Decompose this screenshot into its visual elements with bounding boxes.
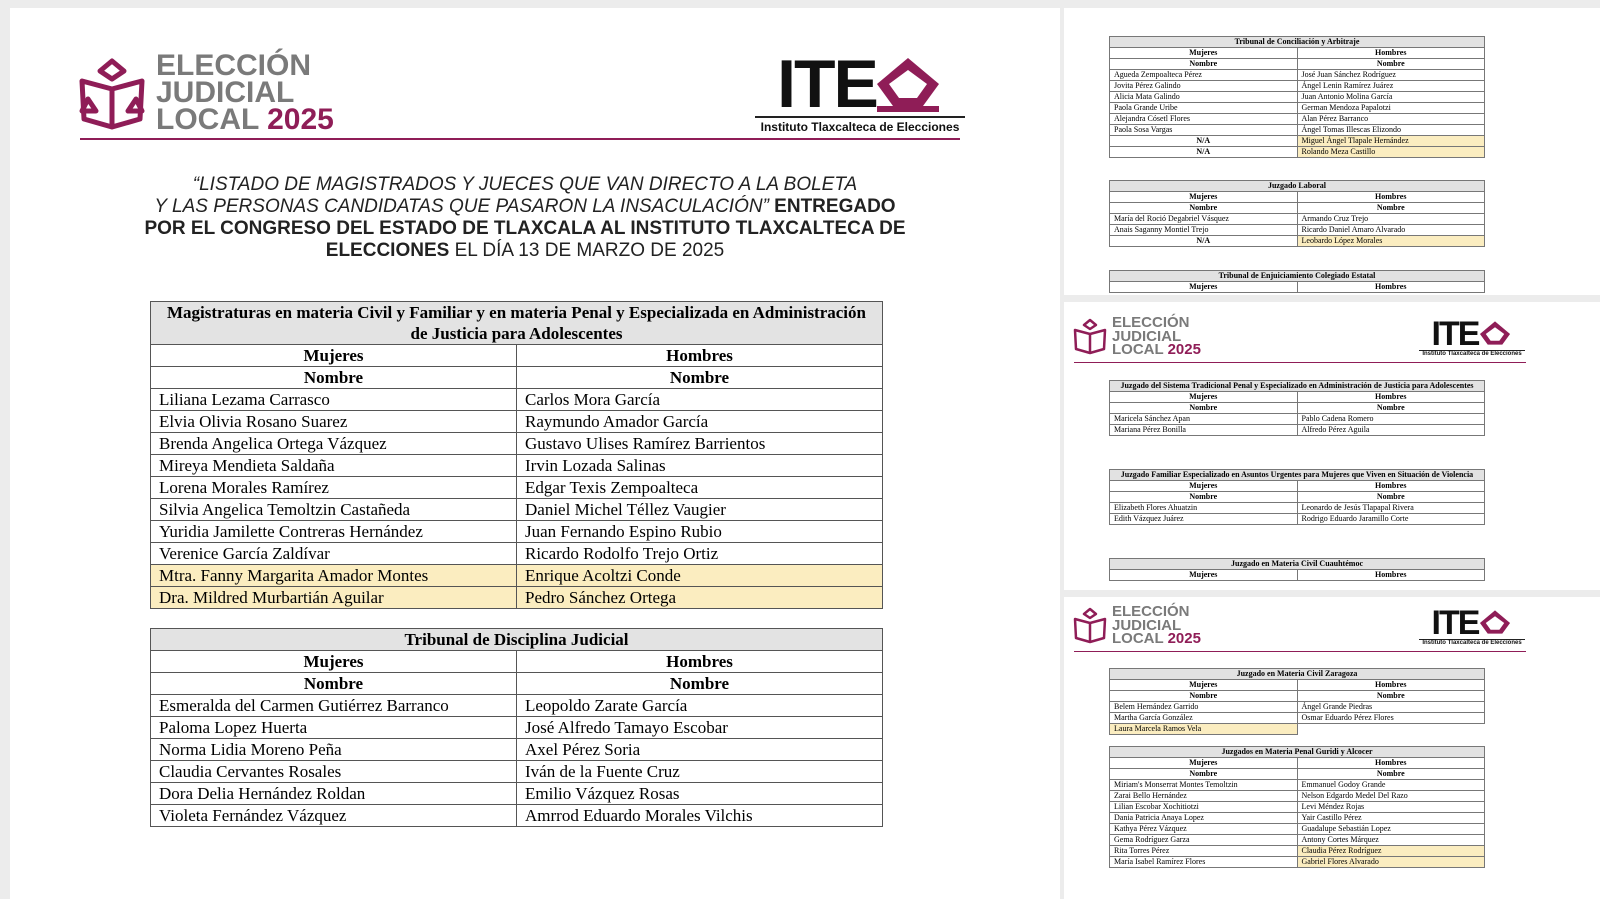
table-row — [1110, 103, 1485, 114]
cell-mujer: Esmeralda del Carmen Gutiérrez Barranco — [151, 695, 517, 717]
cell-hombre: Alan Pérez Barranco — [1297, 114, 1485, 125]
header-rule — [80, 138, 960, 140]
cell-mujer: Liliana Lezama Carrasco — [151, 389, 517, 411]
cell-mujer: Paola Sosa Vargas — [1110, 125, 1298, 136]
col-header-nombre: Nombre — [1110, 403, 1298, 414]
tlaxcala-map-icon — [1478, 608, 1512, 638]
table-row — [151, 783, 883, 805]
table-row — [1110, 81, 1485, 92]
cell-hombre: Ricardo Rodolfo Trejo Ortiz — [517, 543, 883, 565]
col-header-nombre: Nombre — [151, 367, 517, 389]
cell-hombre: Juan Antonio Molina García — [1297, 92, 1485, 103]
document-page-r3 — [1064, 597, 1600, 899]
cell-mujer: Elizabeth Flores Ahuatzin — [1110, 503, 1298, 514]
table-row — [1110, 813, 1485, 824]
cell-hombre: Emmanuel Godoy Grande — [1297, 780, 1485, 791]
cell-mujer: Martha García González — [1110, 713, 1298, 724]
col-header-nombre: Nombre — [151, 673, 517, 695]
logo-year: 2025 — [1167, 630, 1201, 647]
cell-mujer: Belem Hernández Garrido — [1110, 702, 1298, 713]
table-row — [1110, 114, 1485, 125]
cell-hombre: Levi Méndez Rojas — [1297, 802, 1485, 813]
document-heading — [130, 174, 920, 262]
table-row — [1110, 857, 1485, 868]
cell-mujer: Brenda Angelica Ortega Vázquez — [151, 433, 517, 455]
ite-letters: ITE — [1431, 603, 1479, 642]
col-header-hombres: Hombres — [1297, 570, 1485, 581]
table-row — [1110, 713, 1485, 724]
cell-mujer: María Isabel Ramírez Flores — [1110, 857, 1298, 868]
table-civil-cuauhtemoc — [1109, 558, 1485, 581]
table-civil-zaragoza — [1109, 668, 1485, 735]
cell-mujer: Edith Vázquez Juárez — [1110, 514, 1298, 525]
cell-hombre: José Alfredo Tamayo Escobar — [517, 717, 883, 739]
ite-subtitle: Instituto Tlaxcalteca de Elecciones — [1419, 639, 1525, 646]
table-enjuiciamiento-colegiado — [1109, 270, 1485, 293]
logo-text — [1112, 316, 1201, 357]
document-page-main — [10, 8, 1060, 899]
logo-year: 2025 — [267, 103, 334, 136]
col-header-nombre: Nombre — [1110, 492, 1298, 503]
table-row — [1110, 414, 1485, 425]
ballot-box-scales-icon — [1070, 317, 1110, 355]
logo-year: 2025 — [1167, 341, 1201, 358]
table-row — [1110, 824, 1485, 835]
table-row — [1110, 514, 1485, 525]
cell-mujer: N/A — [1110, 136, 1298, 147]
table-row — [151, 565, 883, 587]
table-row — [1110, 92, 1485, 103]
cell-hombre: Ángel Tomas Illescas Elizondo — [1297, 125, 1485, 136]
table-title: Tribunal de Enjuiciamiento Colegiado Estatal — [1110, 271, 1485, 282]
cell-mujer: Claudia Cervantes Rosales — [151, 761, 517, 783]
table-row — [1110, 802, 1485, 813]
cell-mujer: N/A — [1110, 236, 1298, 247]
ballot-box-scales-icon — [72, 55, 152, 131]
cell-hombre: Leobardo López Morales — [1297, 236, 1485, 247]
cell-hombre: Edgar Texis Zempoalteca — [517, 477, 883, 499]
cell-hombre: Emilio Vázquez Rosas — [517, 783, 883, 805]
col-header-mujeres: Mujeres — [151, 651, 517, 673]
table-row — [1110, 236, 1485, 247]
logo-line2: JUDICIAL — [156, 76, 295, 109]
col-header-nombre: Nombre — [1297, 691, 1485, 702]
cell-hombre — [1297, 724, 1485, 735]
col-header-hombres: Hombres — [1297, 758, 1485, 769]
logo-line1: ELECCIÓN — [156, 49, 312, 82]
cell-mujer: Dra. Mildred Murbartián Aguilar — [151, 587, 517, 609]
cell-hombre: Daniel Michel Téllez Vaugier — [517, 499, 883, 521]
col-header-nombre: Nombre — [1297, 59, 1485, 70]
cell-hombre: Rodrigo Eduardo Jaramillo Corte — [1297, 514, 1485, 525]
logo-line1: ELECCIÓN — [1112, 314, 1190, 331]
cell-mujer: Miriam's Monserrat Montes Temoltzin — [1110, 780, 1298, 791]
table-row — [151, 499, 883, 521]
logo-line3: LOCAL — [1112, 341, 1164, 358]
table-row — [1110, 780, 1485, 791]
logo-line1: ELECCIÓN — [1112, 603, 1190, 620]
cell-hombre: Gabriel Flores Alvarado — [1297, 857, 1485, 868]
table-row — [1110, 136, 1485, 147]
cell-hombre: Leopoldo Zarate García — [517, 695, 883, 717]
cell-hombre: Miguel Ángel Tlapale Hernández — [1297, 136, 1485, 147]
table-title: Juzgado Familiar Especializado en Asuntos Urgentes para Mujeres que Viven en Situación de Violencia — [1110, 470, 1485, 481]
table-title: Juzgado en Materia Civil Zaragoza — [1110, 669, 1485, 680]
cell-mujer: Lorena Morales Ramírez — [151, 477, 517, 499]
eleccion-judicial-logo — [1070, 316, 1201, 357]
cell-mujer: Zarai Bello Hernández — [1110, 791, 1298, 802]
table-row — [1110, 503, 1485, 514]
table-row — [151, 543, 883, 565]
table-row — [1110, 791, 1485, 802]
cell-mujer: Paloma Lopez Huerta — [151, 717, 517, 739]
cell-mujer: Dora Delia Hernández Roldan — [151, 783, 517, 805]
table-row — [1110, 425, 1485, 436]
table-row — [151, 695, 883, 717]
heading-line1: “LISTADO DE MAGISTRADOS Y JUECES QUE VAN DIRECTO A LA BOLETA — [192, 174, 858, 195]
col-header-hombres: Hombres — [1297, 680, 1485, 691]
col-header-nombre: Nombre — [1110, 769, 1298, 780]
cell-hombre: Gustavo Ulises Ramírez Barrientos — [517, 433, 883, 455]
col-header-nombre: Nombre — [1297, 403, 1485, 414]
col-header-mujeres: Mujeres — [1110, 282, 1298, 293]
tlaxcala-map-icon — [1478, 319, 1512, 349]
cell-mujer: Gema Rodríguez Garza — [1110, 835, 1298, 846]
table-row — [1110, 846, 1485, 857]
cell-hombre: Armando Cruz Trejo — [1297, 214, 1485, 225]
table-row — [151, 761, 883, 783]
cell-mujer: Norma Lidia Moreno Peña — [151, 739, 517, 761]
table-juzgado-laboral — [1109, 180, 1485, 247]
cell-hombre: Guadalupe Sebastián Lopez — [1297, 824, 1485, 835]
cell-hombre: Alfredo Pérez Aguila — [1297, 425, 1485, 436]
col-header-nombre: Nombre — [1297, 492, 1485, 503]
ite-logo — [1419, 314, 1525, 357]
ite-subtitle: Instituto Tlaxcalteca de Elecciones — [1419, 350, 1525, 357]
col-header-mujeres: Mujeres — [1110, 570, 1298, 581]
logo-line2: JUDICIAL — [1112, 327, 1182, 345]
cell-hombre: Enrique Acoltzi Conde — [517, 565, 883, 587]
cell-hombre: Carlos Mora García — [517, 389, 883, 411]
eleccion-judicial-logo — [72, 49, 334, 136]
col-header-mujeres: Mujeres — [1110, 48, 1298, 59]
col-header-hombres: Hombres — [1297, 481, 1485, 492]
col-header-nombre: Nombre — [1110, 691, 1298, 702]
col-header-mujeres: Mujeres — [1110, 392, 1298, 403]
cell-mujer: Agueda Zempoalteca Pérez — [1110, 70, 1298, 81]
cell-mujer: Maricela Sánchez Apan — [1110, 414, 1298, 425]
col-header-hombres: Hombres — [1297, 48, 1485, 59]
table-title: Juzgados en Materia Penal Guridi y Alcocer — [1110, 747, 1485, 758]
table-magistraturas — [150, 301, 883, 609]
col-header-hombres: Hombres — [1297, 192, 1485, 203]
table-row — [1110, 702, 1485, 713]
cell-mujer: N/A — [1110, 147, 1298, 158]
table-row — [151, 587, 883, 609]
cell-hombre: Amrrod Eduardo Morales Vilchis — [517, 805, 883, 827]
table-row — [151, 805, 883, 827]
col-header-hombres: Hombres — [1297, 282, 1485, 293]
cell-mujer: Alejandra Cósetl Flores — [1110, 114, 1298, 125]
heading-line4b: EL DÍA 13 DE MARZO DE 2025 — [449, 240, 725, 261]
logo-line3: LOCAL — [1112, 630, 1164, 647]
table-row — [1110, 724, 1485, 735]
cell-mujer: Paola Grande Uribe — [1110, 103, 1298, 114]
ite-logo — [1419, 603, 1525, 646]
table-row — [151, 739, 883, 761]
cell-hombre: Leonardo de Jesús Tlapapal Rivera — [1297, 503, 1485, 514]
cell-hombre: Ángel Lenin Ramírez Juárez — [1297, 81, 1485, 92]
table-conciliacion-arbitraje — [1109, 36, 1485, 158]
cell-mujer: Mtra. Fanny Margarita Amador Montes — [151, 565, 517, 587]
col-header-hombres: Hombres — [517, 651, 883, 673]
table-row — [1110, 147, 1485, 158]
cell-mujer: Alicia Mata Galindo — [1110, 92, 1298, 103]
cell-hombre: Claudia Pérez Rodríguez — [1297, 846, 1485, 857]
table-sistema-tradicional-penal — [1109, 380, 1485, 436]
cell-mujer: Dania Patricia Anaya Lopez — [1110, 813, 1298, 824]
cell-hombre: Iván de la Fuente Cruz — [517, 761, 883, 783]
ballot-box-scales-icon — [1070, 606, 1110, 644]
ite-letters: ITE — [1431, 314, 1479, 353]
cell-hombre: Nelson Edgardo Medel Del Razo — [1297, 791, 1485, 802]
cell-hombre: German Mendoza Papalotzi — [1297, 103, 1485, 114]
document-page-r1 — [1064, 8, 1600, 295]
document-page-r2 — [1064, 302, 1600, 590]
cell-mujer: María del Roció Degabriel Vásquez — [1110, 214, 1298, 225]
cell-mujer: Kathya Pérez Vázquez — [1110, 824, 1298, 835]
logo-text — [156, 49, 334, 136]
cell-hombre: Axel Pérez Soria — [517, 739, 883, 761]
col-header-nombre: Nombre — [1297, 203, 1485, 214]
header-rule — [1074, 651, 1526, 652]
table-title: Juzgado en Materia Civil Cuauhtémoc — [1110, 559, 1485, 570]
col-header-mujeres: Mujeres — [1110, 680, 1298, 691]
cell-mujer: Jovita Pérez Galindo — [1110, 81, 1298, 92]
col-header-nombre: Nombre — [517, 673, 883, 695]
cell-mujer: Mariana Pérez Bonilla — [1110, 425, 1298, 436]
table-title: Juzgado Laboral — [1110, 181, 1485, 192]
table-row — [1110, 835, 1485, 846]
table-row — [151, 389, 883, 411]
table-row — [1110, 225, 1485, 236]
cell-mujer: Rita Torres Pérez — [1110, 846, 1298, 857]
header-rule — [1074, 362, 1526, 363]
cell-mujer: Laura Marcela Ramos Vela — [1110, 724, 1298, 735]
cell-hombre: Irvin Lozada Salinas — [517, 455, 883, 477]
table-row — [151, 411, 883, 433]
table-row — [151, 455, 883, 477]
ite-subtitle: Instituto Tlaxcalteca de Elecciones — [755, 116, 965, 134]
cell-hombre: José Juan Sánchez Rodríguez — [1297, 70, 1485, 81]
ite-letters: ITE — [777, 46, 877, 122]
ite-logo — [755, 46, 965, 134]
cell-mujer: Silvia Angelica Temoltzin Castañeda — [151, 499, 517, 521]
col-header-mujeres: Mujeres — [1110, 481, 1298, 492]
col-header-hombres: Hombres — [517, 345, 883, 367]
table-penal-guridi-alcocer — [1109, 746, 1485, 868]
table-title: Magistraturas en materia Civil y Familiar y en materia Penal y Especializada en Administración de Justicia para Adolescentes — [151, 302, 883, 345]
table-row — [151, 477, 883, 499]
cell-hombre: Antony Cortes Márquez — [1297, 835, 1485, 846]
cell-hombre: Ricardo Daniel Amaro Alvarado — [1297, 225, 1485, 236]
heading-line2a: Y LAS PERSONAS CANDIDATAS QUE PASARON LA INSACULACIÓN” — [154, 196, 769, 217]
logo-text — [1112, 605, 1201, 646]
table-row — [151, 521, 883, 543]
cell-mujer: Verenice García Zaldívar — [151, 543, 517, 565]
col-header-mujeres: Mujeres — [1110, 758, 1298, 769]
cell-mujer: Mireya Mendieta Saldaña — [151, 455, 517, 477]
heading-line3: POR EL CONGRESO DEL ESTADO DE TLAXCALA AL INSTITUTO TLAXCALTECA DE — [144, 218, 906, 239]
col-header-mujeres: Mujeres — [1110, 192, 1298, 203]
table-title: Tribunal de Disciplina Judicial — [151, 629, 883, 651]
col-header-mujeres: Mujeres — [151, 345, 517, 367]
table-row — [151, 717, 883, 739]
cell-hombre: Pedro Sánchez Ortega — [517, 587, 883, 609]
heading-line2b: ENTREGADO — [768, 196, 896, 217]
table-row — [1110, 70, 1485, 81]
cell-mujer: Yuridia Jamilette Contreras Hernández — [151, 521, 517, 543]
cell-hombre: Pablo Cadena Romero — [1297, 414, 1485, 425]
cell-hombre: Osmar Eduardo Pérez Flores — [1297, 713, 1485, 724]
table-row — [1110, 214, 1485, 225]
col-header-nombre: Nombre — [1110, 203, 1298, 214]
eleccion-judicial-logo — [1070, 605, 1201, 646]
cell-hombre: Yair Castillo Pérez — [1297, 813, 1485, 824]
logo-line3: LOCAL — [156, 103, 259, 136]
table-title: Tribunal de Conciliación y Arbitraje — [1110, 37, 1485, 48]
cell-mujer: Lilian Escobar Xochitiotzi — [1110, 802, 1298, 813]
col-header-hombres: Hombres — [1297, 392, 1485, 403]
cell-hombre: Ángel Grande Piedras — [1297, 702, 1485, 713]
col-header-nombre: Nombre — [1110, 59, 1298, 70]
col-header-nombre: Nombre — [1297, 769, 1485, 780]
cell-hombre: Rolando Meza Castillo — [1297, 147, 1485, 158]
tlaxcala-map-icon — [873, 54, 943, 114]
logo-line2: JUDICIAL — [1112, 616, 1182, 634]
table-tribunal-disciplina — [150, 628, 883, 827]
cell-mujer: Anais Saganny Montiel Trejo — [1110, 225, 1298, 236]
table-row — [151, 433, 883, 455]
cell-mujer: Violeta Fernández Vázquez — [151, 805, 517, 827]
col-header-nombre: Nombre — [517, 367, 883, 389]
cell-hombre: Raymundo Amador García — [517, 411, 883, 433]
cell-mujer: Elvia Olivia Rosano Suarez — [151, 411, 517, 433]
table-row — [1110, 125, 1485, 136]
cell-hombre: Juan Fernando Espino Rubio — [517, 521, 883, 543]
table-familiar-urgentes-mujeres — [1109, 469, 1485, 525]
heading-line4a: ELECCIONES — [325, 240, 450, 261]
table-title: Juzgado del Sistema Tradicional Penal y Especializado en Administración de Justicia para Adolescentes — [1110, 381, 1485, 392]
